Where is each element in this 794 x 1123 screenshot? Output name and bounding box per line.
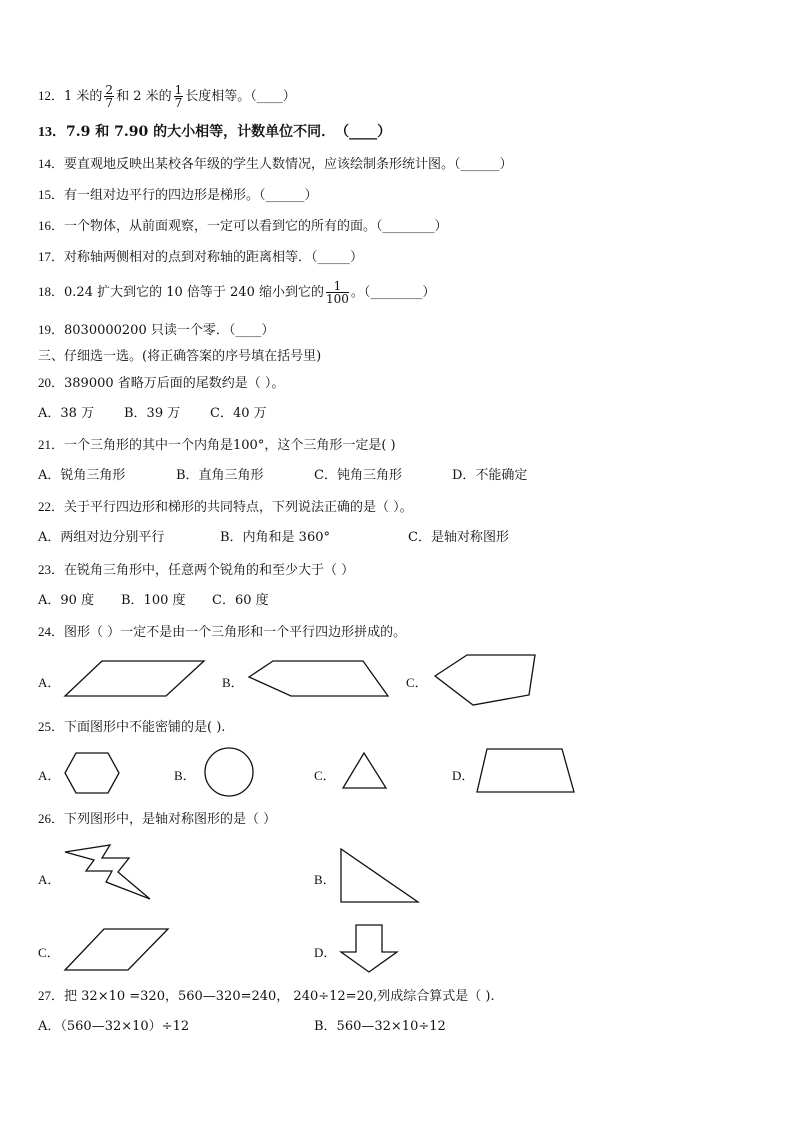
option-c: C．钝角三角形 <box>314 468 402 483</box>
question-24 <box>38 624 406 641</box>
option-c: C．60 度 <box>212 593 269 608</box>
option-a: A．90 度 <box>38 593 95 608</box>
question-text: 389000 省略万后面的尾数约是（ ）。 <box>64 376 285 391</box>
trapezoid-shape <box>474 746 578 796</box>
question-17 <box>38 249 363 266</box>
fraction <box>174 84 184 109</box>
option-c-label: C． <box>38 945 60 960</box>
question-text: 关于平行四边形和梯形的共同特点，下列说法正确的是（ ）。 <box>64 500 413 515</box>
option-c-label: C． <box>314 768 336 783</box>
question-text: 8030000200 只读一个零．（____） <box>64 323 275 338</box>
option-b: B．内角和是 360° <box>220 530 330 545</box>
question-number: 23． <box>38 562 65 577</box>
question-number: 17． <box>38 249 65 264</box>
hexagon-shape <box>62 750 122 796</box>
denominator: 100 <box>325 292 349 306</box>
question-15 <box>38 187 318 204</box>
circle-shape <box>202 746 258 800</box>
question-text: 要直观地反映出某校各年级的学生人数情况，应该绘制条形统计图。（______） <box>64 157 513 172</box>
question-text: 把 32×10 =320，560—320=240， 240÷12=20,列成综合算式是（ ). <box>64 989 495 1004</box>
numerator: 1 <box>326 280 349 293</box>
option-b-label: B． <box>314 872 336 887</box>
option-b: B．100 度 <box>121 593 186 608</box>
option-d-label: D． <box>452 768 475 783</box>
question-16 <box>38 218 448 235</box>
fraction <box>104 84 114 109</box>
option-b: B．560—32×10÷12 <box>314 1019 446 1034</box>
question-text: 一个三角形的其中一个内角是100°，这个三角形一定是( ) <box>64 438 396 453</box>
question-number: 20． <box>38 375 65 390</box>
question-21 <box>38 437 396 454</box>
question-number: 16． <box>38 218 65 233</box>
option-a: A．（560—32×10）÷12 <box>38 1019 190 1034</box>
option-a-label: A． <box>38 768 61 783</box>
question-number: 21． <box>38 437 65 452</box>
triangle-shape <box>340 750 390 792</box>
question-25 <box>38 719 225 736</box>
right-triangle-shape <box>338 846 422 906</box>
option-c: C．40 万 <box>210 406 267 421</box>
question-number: 18． <box>38 284 65 299</box>
question-number: 27． <box>38 988 65 1003</box>
question-number: 24． <box>38 624 65 639</box>
question-number: 14． <box>38 156 65 171</box>
option-d: D．不能确定 <box>452 468 528 483</box>
question-text: 对称轴两侧相对的点到对称轴的距离相等．（_____） <box>64 250 364 265</box>
question-20 <box>38 375 284 392</box>
question-number: 22． <box>38 499 65 514</box>
option-c-label: C． <box>406 675 428 690</box>
option-b-label: B． <box>174 768 196 783</box>
option-b: B．39 万 <box>124 406 181 421</box>
option-a: A．两组对边分别平行 <box>38 530 165 545</box>
question-text: 7.9 和 7.90 的大小相等，计数单位不同． （____） <box>66 124 392 140</box>
down-arrow-shape <box>338 922 402 976</box>
question-26 <box>38 811 276 828</box>
question-text: 在锐角三角形中，任意两个锐角的和至少大于（ ） <box>64 563 355 578</box>
question-text: 图形（ ）一定不是由一个三角形和一个平行四边形拼成的。 <box>64 625 407 640</box>
question-number: 19． <box>38 322 65 337</box>
numerator: 1 <box>174 83 183 97</box>
option-d-label: D． <box>314 945 337 960</box>
denominator: 7 <box>105 96 114 110</box>
question-18 <box>38 280 435 305</box>
question-23 <box>38 562 354 579</box>
question-number: 12． <box>38 88 65 103</box>
parallelogram-shape <box>62 926 172 974</box>
denominator: 7 <box>174 96 183 110</box>
lightning-bolt-shape <box>62 842 156 904</box>
option-c: C．是轴对称图形 <box>408 530 509 545</box>
question-number: 26． <box>38 811 65 826</box>
question-12 <box>38 84 296 109</box>
pentagon-shape <box>246 658 391 700</box>
question-text: 0.24 扩大到它的 10 倍等于 240 缩小到它的 <box>64 285 324 300</box>
question-22 <box>38 499 413 516</box>
question-text: 下面图形中不能密铺的是( ). <box>64 720 226 735</box>
option-a-label: A． <box>38 675 61 690</box>
irregular-pentagon-shape <box>432 652 540 708</box>
question-text: 下列图形中，是轴对称图形的是（ ） <box>64 812 277 827</box>
option-a: A．38 万 <box>38 406 95 421</box>
question-text: 长度相等。（____） <box>185 89 296 104</box>
question-number: 15． <box>38 187 65 202</box>
section-heading: 三、仔细选一选。(将正确答案的序号填在括号里) <box>38 349 322 364</box>
question-19 <box>38 322 274 339</box>
question-text: 和 2 米的 <box>116 89 172 104</box>
question-27 <box>38 988 495 1005</box>
option-b: B．直角三角形 <box>176 468 264 483</box>
question-14 <box>38 156 513 173</box>
parallelogram-shape <box>62 658 207 700</box>
numerator: 2 <box>105 83 114 97</box>
question-text: 有一组对边平行的四边形是梯形。（______） <box>64 188 318 203</box>
option-a-label: A． <box>38 872 61 887</box>
question-text: 。（________） <box>350 285 436 300</box>
option-b-label: B． <box>222 675 244 690</box>
question-13 <box>38 124 391 141</box>
question-text: 1 米的 <box>64 89 103 104</box>
question-text: 一个物体，从前面观察，一定可以看到它的所有的面。（________） <box>64 219 448 234</box>
fraction <box>326 280 349 305</box>
question-number: 13． <box>38 125 66 140</box>
question-number: 25． <box>38 719 65 734</box>
option-a: A．锐角三角形 <box>38 468 126 483</box>
